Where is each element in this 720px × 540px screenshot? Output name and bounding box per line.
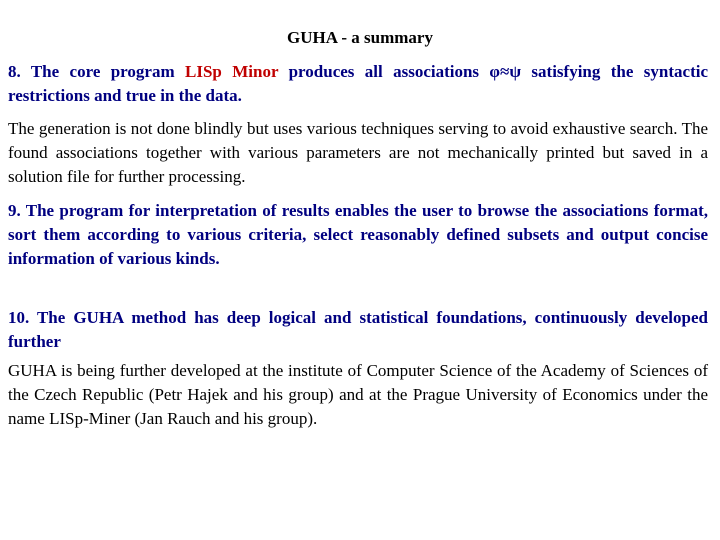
section-10-heading: 10. The GUHA method has deep logical and statistical foundations, continuously developed further — [8, 308, 708, 351]
program-name: LISp Minor — [185, 62, 279, 81]
generation-paragraph: The generation is not done blindly but uses various techniques serving to avoid exhaustive search. The found associations together with various parameters are not mechanically printed but saved in a solution file for further processing. — [8, 119, 708, 186]
section-8-suffix: produces all associations φ≈ψ satisfying the syntactic restrictions and true in the data. — [8, 62, 709, 105]
section-8-prefix: 8. The core program — [8, 62, 186, 81]
slide-title: GUHA - a summary — [287, 28, 433, 47]
section-9-paragraph: 9. The program for interpretation of results enables the user to browse the associations format, sort them according to various criteria, select reasonably defined subsets and output concise information of various kinds. — [8, 201, 708, 268]
section-8-paragraph — [8, 60, 708, 108]
section-10-body: GUHA is being further developed at the institute of Computer Science of the Academy of Sciences of the Czech Republic (Petr Hajek and his group) and at the Prague University of Economics under the name LISp-Miner (Jan Rauch and his group). — [8, 361, 708, 428]
